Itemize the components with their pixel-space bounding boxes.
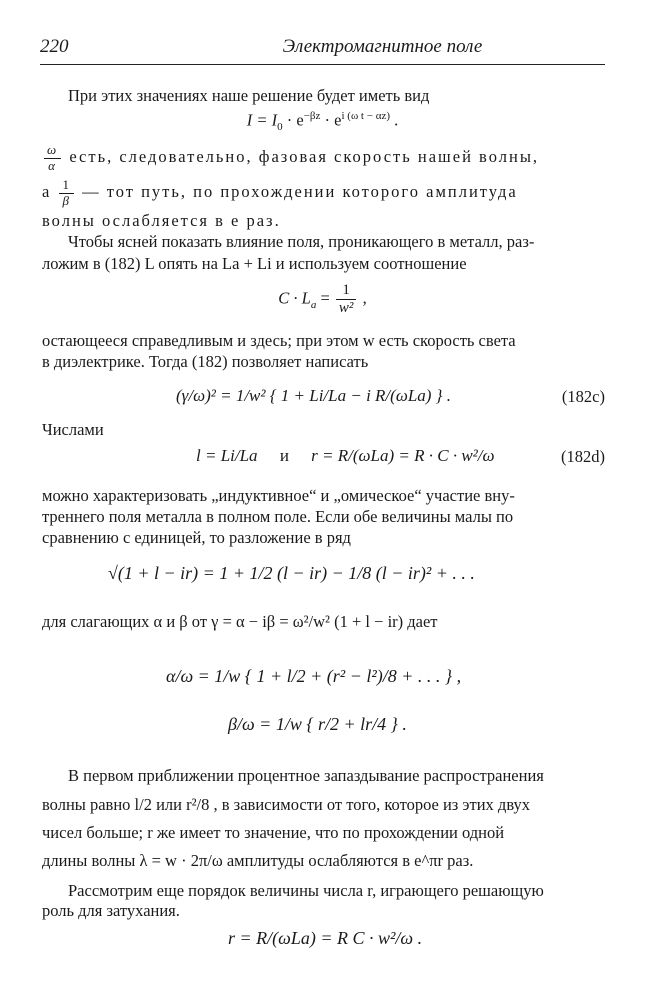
paragraph-characterize-2: треннего поля металла в полном поле. Если обе величины малы по <box>42 507 514 526</box>
paragraph-expand-line-1: Чтобы ясней показать влияние поля, проникающего в металл, раз- <box>68 232 535 251</box>
equation-r-value: r = R/(ωLa) = R C · w²/ω . <box>228 928 423 948</box>
paragraph-characterize-3: сравнению с единицей, то разложение в ряд <box>42 528 351 547</box>
paragraph-components: для слагающих α и β от γ = α − iβ = ω²/w² (1 + l − ir) дает <box>42 612 438 631</box>
equation-solution: $I = I_0 \cdot e^{-\beta z} \cdot e^{i (\omega t - \alpha z)}$ . <box>246 110 399 133</box>
paragraph-remaining-1: остающееся справедливым и здесь; при этом w есть скорость света <box>42 331 516 350</box>
label-numbers: Числами <box>42 420 104 439</box>
equation-182c: (γ/ω)² = 1/w² { 1 + Li/La − i R/(ωLa) } . <box>176 386 451 405</box>
equation-182d: l = Li/La и r = R/(ωLa) = R · C · w²/ω <box>196 446 495 465</box>
equation-number-182c: (182c) <box>561 387 605 406</box>
equation-alpha: α/ω = 1/w { 1 + l/2 + (r² − l²)/8 + . . . } , <box>166 666 462 686</box>
paragraph-characterize-1: можно характеризовать „индуктивное“ и „омическое“ участие вну- <box>42 486 515 505</box>
equation-cl: $C \cdot L_a$ = $\frac{1}{\text{w²}}$ , <box>278 282 367 317</box>
paragraph-approx-1: В первом приближении процентное запаздывание распространения <box>68 766 544 785</box>
paragraph-expand-line-2: ложим в (182) L опять на La + Li и используем соотношение <box>42 254 467 273</box>
page-number: 220 <box>40 36 69 57</box>
equation-beta: β/ω = 1/w { r/2 + lr/4 } . <box>228 714 407 734</box>
paragraph-consider-2: роль для затухания. <box>42 901 180 920</box>
running-title: Электромагнитное поле <box>282 36 483 57</box>
paragraph-phase-velocity: $\frac{\omega}{\alpha}$ есть, следовательно, фазовая скорость нашей волны, <box>42 143 539 174</box>
equation-number-182d: (182d) <box>561 447 605 466</box>
paragraph-remaining-2: в диэлектрике. Тогда (182) позволяет написать <box>42 352 369 371</box>
running-header <box>40 36 605 65</box>
paragraph-approx-2: волны равно l/2 или r²/8 , в зависимости от того, которое из этих двух <box>42 795 531 814</box>
paragraph-approx-4: длины волны λ = w · 2π/ω амплитуды ослабляются в e^πr раз. <box>42 851 474 870</box>
paragraph-approx-3: чисел больше; r же имеет то значение, что по прохождении одной <box>42 823 505 842</box>
paragraph-attenuation-path: а $\frac{1}{\beta}$ — тот путь, по прохождении которого амплитуда <box>42 177 518 208</box>
paragraph-e-times: волны ослабляется в e раз. <box>42 211 281 230</box>
paragraph-intro: При этих значениях наше решение будет иметь вид <box>68 86 430 105</box>
equation-series-expansion: √(1 + l − ir) = 1 + 1/2 (l − ir) − 1/8 (l − ir)² + . . . <box>108 563 475 583</box>
paragraph-consider-1: Рассмотрим еще порядок величины числа r, играющего решающую <box>68 881 544 900</box>
